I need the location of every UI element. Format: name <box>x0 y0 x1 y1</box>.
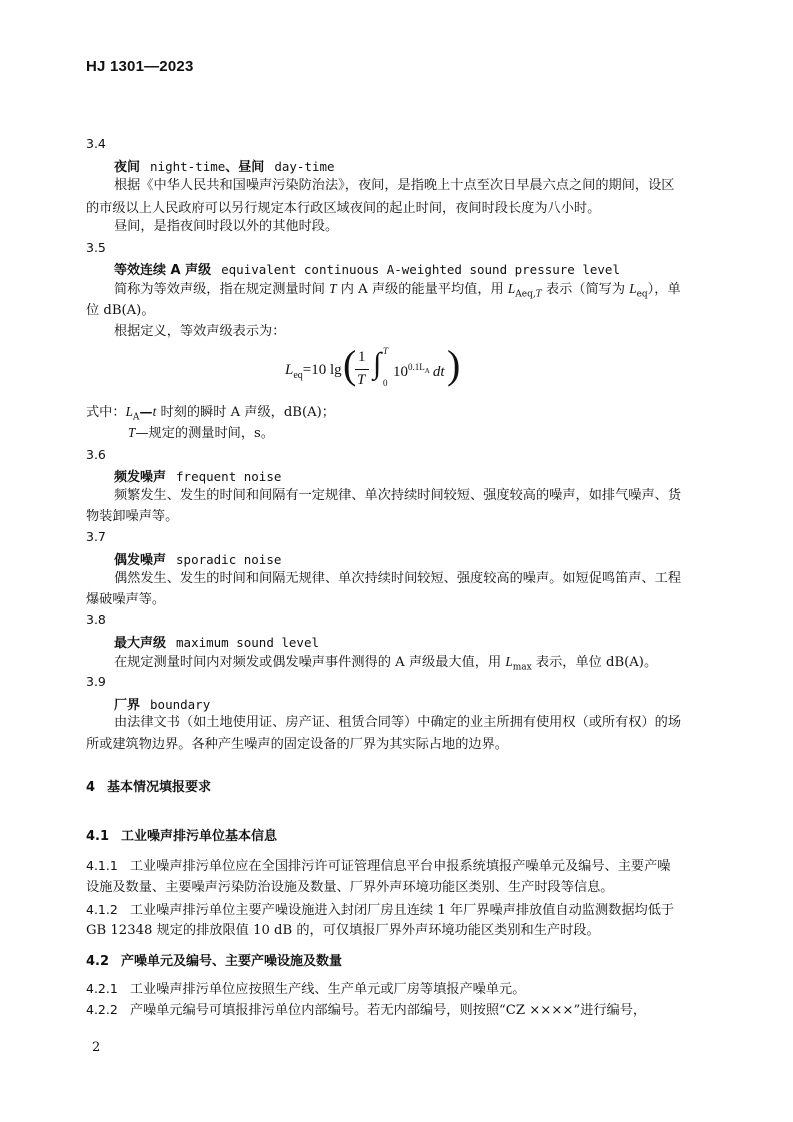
paragraph-line: 爆破噪声等。 <box>86 592 166 607</box>
subsection-heading: 4.1 工业噪声排污单位基本信息 <box>86 829 278 844</box>
term-en: boundary <box>150 697 211 712</box>
paragraph-line: 偶然发生、发生的时间和间隔无规律、单次持续时间较短、强度较高的噪声。如短促鸣笛声、工程 <box>114 571 682 586</box>
clause-number: 3.6 <box>86 447 106 462</box>
term-heading <box>114 549 281 568</box>
clause-number: 3.7 <box>86 529 106 544</box>
term-cn: 厂界 <box>114 698 141 713</box>
term-heading <box>114 156 335 175</box>
term-sep: 、 <box>225 160 239 175</box>
paragraph-line: 简称为等效声级，指在规定测量时间 T 内 A 声级的能量平均值，用 $L_{Aeq,T}$ 表示（简写为 $L_{eq}$），单 <box>114 281 681 300</box>
document-id: HJ 1301—2023 <box>86 58 194 75</box>
left-paren: ( <box>343 342 357 387</box>
right-paren: ) <box>447 342 461 387</box>
term-en: night-time <box>150 159 226 174</box>
paragraph-line: 根据定义，等效声级表示为： <box>114 324 286 339</box>
term-cn: 频发噪声 <box>114 470 167 485</box>
paragraph-line: 的市级以上人民政府可以另行规定本行政区域夜间的起止时间，夜间时段长度为八小时。 <box>86 201 601 216</box>
term-en-2: day-time <box>274 159 335 174</box>
term-cn: 最大声级 <box>114 636 167 651</box>
term-heading <box>114 632 319 651</box>
term-en: maximum sound level <box>176 635 320 650</box>
paragraph-line: 位 dB(A)。 <box>86 303 155 318</box>
paragraph-line: 4.1.2 工业噪声排污单位主要产噪设施进入封闭厂房且连续 1 年厂界噪声排放值自动监测数据均低于 <box>86 902 675 918</box>
paragraph-line: 4.2.1 工业噪声排污单位应按照生产线、生产单元或厂房等填报产噪单元。 <box>86 981 526 997</box>
fraction-bar <box>355 369 369 370</box>
paragraph-line: GB 12348 规定的排放限值 10 dB 的，可仅填报厂界外声环境功能区类别和生产时段。 <box>86 923 600 938</box>
paragraph-line: 4.2.2 产噪单元编号可填报排污单位内部编号。若无内部编号，则按照“CZ ××××”进行编号， <box>86 1002 647 1018</box>
term-en: frequent noise <box>176 469 282 484</box>
paragraph-line: 4.1.1 工业噪声排污单位应在全国排污许可证管理信息平台申报系统填报产噪单元及编号、主要产噪 <box>86 858 671 874</box>
paragraph-line: 昼间，是指夜间时段以外的其他时段。 <box>114 219 339 234</box>
paragraph-line: 在规定测量时间内对频发或偶发噪声事件测得的 A 声级最大值，用 $L_{max}$ 表示，单位 dB(A)。 <box>114 654 658 673</box>
term-cn-2: 昼间 <box>238 160 265 175</box>
term-en: equivalent continuous A-weighted sound pressure level <box>221 262 620 277</box>
paragraph-line: 频繁发生、发生的时间和间隔有一定规律、单次持续时间较短、强度较高的噪声，如排气噪声、货 <box>114 488 682 503</box>
clause-number: 3.5 <box>86 240 106 255</box>
paragraph-line: 设施及数量、主要噪声污染防治设施及数量、厂界外声环境功能区类别、生产时段等信息。 <box>86 880 614 895</box>
paragraph-line: 根据《中华人民共和国噪声污染防治法》，夜间，是指晚上十点至次日早晨六点之间的期间，设区 <box>114 178 675 193</box>
paragraph-line: 所或建筑物边界。各种产生噪声的固定设备的厂界为其实际占地的边界。 <box>86 737 508 752</box>
term-cn: 等效连续 A 声级 <box>114 263 212 278</box>
integral-sign: ∫ <box>373 347 382 380</box>
term-cn: 夜间 <box>114 160 141 175</box>
term-heading <box>114 466 281 485</box>
formula-where-line: T—规定的测量时间，s。 <box>128 425 274 441</box>
paragraph-line: 由法律文书（如土地使用证、房产证、租赁合同等）中确定的业主所拥有使用权（或所有权）的场 <box>114 715 682 730</box>
term-en: sporadic noise <box>176 552 282 567</box>
subsection-heading: 4.2 产噪单元及编号、主要产噪设施及数量 <box>86 954 343 969</box>
section-heading: 4 基本情况填报要求 <box>86 780 212 795</box>
clause-number: 3.4 <box>86 136 106 151</box>
clause-number: 3.9 <box>86 674 106 689</box>
term-heading <box>114 259 620 278</box>
page-number: 2 <box>92 1040 101 1055</box>
clause-number: 3.8 <box>86 612 106 627</box>
paragraph-line: 物装卸噪声等。 <box>86 509 179 524</box>
term-cn: 偶发噪声 <box>114 553 167 568</box>
formula-where-line: 式中：$L_A—t$ 时刻的瞬时 A 声级，dB(A)； <box>86 404 335 423</box>
